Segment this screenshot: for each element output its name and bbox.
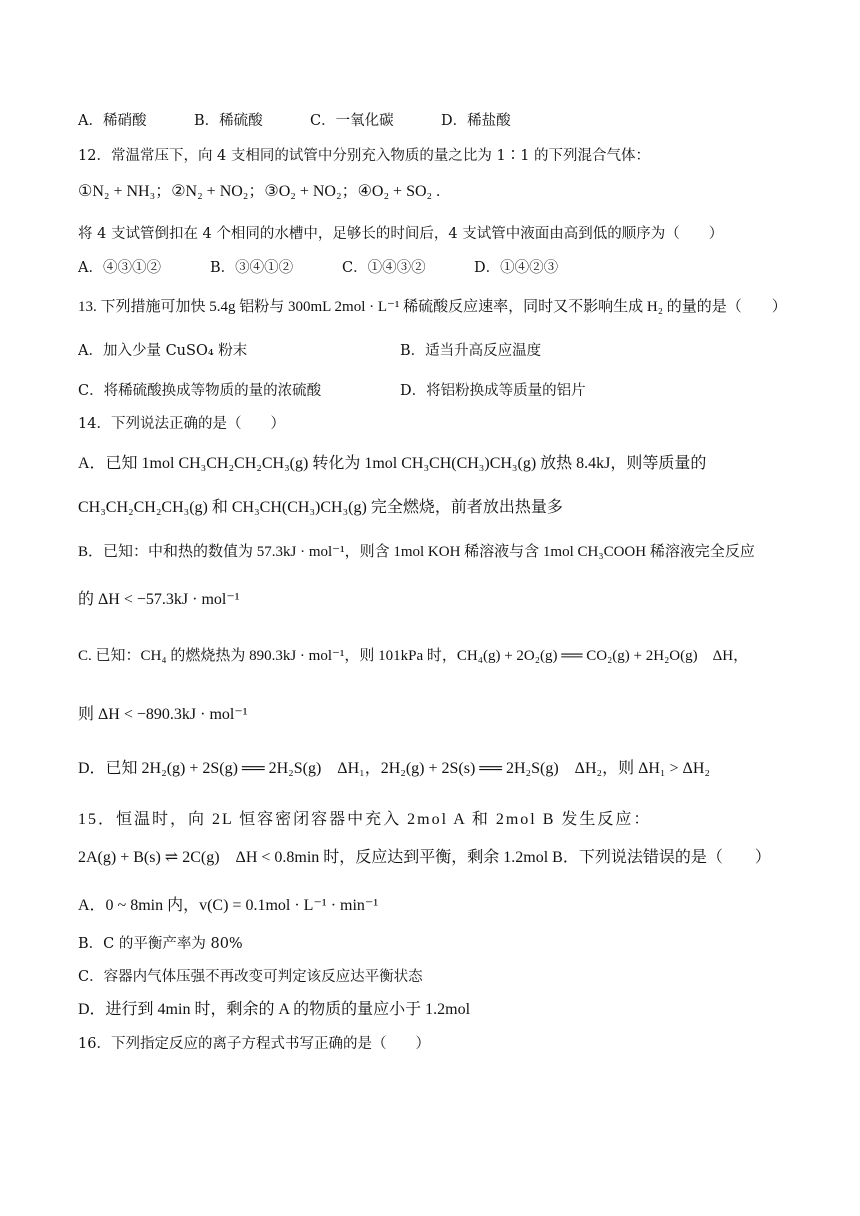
q14-option-d: D．已知 2H₂(g) + 2S(g) ══ 2H₂S(g) ΔH₁，2H₂(g) + 2S(s) ══ 2H₂S(g) ΔH₂，则 ΔH₁ > ΔH₂ [78, 760, 710, 777]
q13-option-b: B．适当升高反应温度 [400, 343, 542, 359]
q14-option-a-line1: A．已知 1mol CH₃CH₂CH₂CH₃(g) 转化为 1mol CH₃CH(CH₃)CH₃(g) 放热 8.4kJ，则等质量的 [78, 455, 707, 472]
q11-option-d: D．稀盐酸 [441, 113, 511, 129]
q12-option-c: C．①④③② [342, 260, 426, 276]
q12-mixtures: ①N₂ + NH₃；②N₂ + NO₂；③O₂ + NO₂；④O₂ + SO₂ . [78, 183, 441, 200]
q13-option-d: D．将铝粉换成等质量的铝片 [400, 383, 586, 399]
q13-option-a: A．加入少量 CuSO₄ 粉末 [78, 343, 248, 359]
q12-option-d: D．①④②③ [474, 260, 559, 276]
q15-option-c: C．容器内气体压强不再改变可判定该反应达平衡状态 [78, 969, 423, 985]
q15-option-a: A．0 ~ 8min 内，v(C) = 0.1mol · L⁻¹ · min⁻¹ [78, 897, 379, 914]
q15-option-b: B．C 的平衡产率为 80% [78, 936, 243, 952]
q14-option-c-line2: 则 ΔH < −890.3kJ · mol⁻¹ [78, 706, 248, 723]
q16-stem: 16．下列指定反应的离子方程式书写正确的是（ ） [78, 1036, 430, 1052]
q11-option-b: B．稀硫酸 [194, 113, 263, 129]
q11-option-a: A．稀硝酸 [78, 113, 147, 129]
q11-option-c: C．一氧化碳 [310, 113, 394, 129]
q14-option-c-line1: C. 已知：CH₄ 的燃烧热为 890.3kJ · mol⁻¹，则 101kPa 时，CH₄(g) + 2O₂(g) ══ CO₂(g) + 2H₂O(g) ΔH， [78, 648, 749, 664]
q13-stem: 13. 下列措施可加快 5.4g 铝粉与 300mL 2mol · L⁻¹ 稀硫酸反应速率，同时又不影响生成 H₂ 的量的是（ ） [78, 299, 787, 315]
q13-option-c: C．将稀硫酸换成等物质的量的浓硫酸 [78, 383, 322, 399]
q15-option-d: D．进行到 4min 时，剩余的 A 的物质的量应小于 1.2mol [78, 1001, 471, 1018]
q12-option-a: A．④③①② [78, 260, 161, 276]
q14-option-a-line2: CH₃CH₂CH₂CH₃(g) 和 CH₃CH(CH₃)CH₃(g) 完全燃烧，前者放出热量多 [78, 499, 563, 516]
q14-option-b-line1: B．已知：中和热的数值为 57.3kJ · mol⁻¹，则含 1mol KOH 稀溶液与含 1mol CH₃COOH 稀溶液完全反应 [78, 544, 755, 560]
q15-stem-line2: 2A(g) + B(s) ⇌ 2C(g) ΔH < 0.8min 时，反应达到平衡，剩余 1.2mol B．下列说法错误的是（ ） [78, 849, 771, 866]
q14-option-b-line2: 的 ΔH < −57.3kJ · mol⁻¹ [78, 591, 240, 608]
q12-option-b: B．③④①② [210, 260, 294, 276]
q15-stem-line1: 15．恒温时，向 2L 恒容密闭容器中充入 2mol A 和 2mol B 发生反应： [78, 811, 652, 828]
q12-stem2: 将 4 支试管倒扣在 4 个相同的水槽中，足够长的时间后，4 支试管中液面由高到低的顺序为（ ） [78, 226, 724, 242]
q12-stem: 12．常温常压下，向 4 支相同的试管中分别充入物质的量之比为 1∶1 的下列混合气体： [78, 148, 651, 164]
q14-stem: 14．下列说法正确的是（ ） [78, 416, 285, 432]
